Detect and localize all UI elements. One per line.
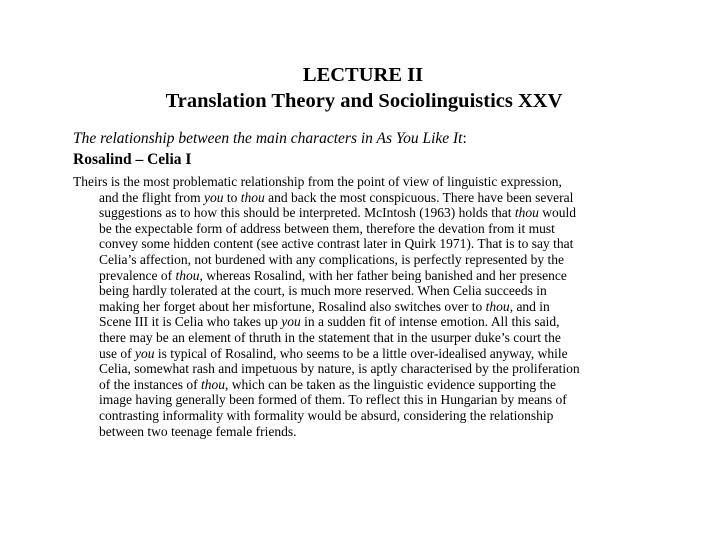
italic-term: you xyxy=(135,345,155,361)
line-text: and the flight from xyxy=(99,189,204,205)
italic-term: thou xyxy=(240,189,265,205)
line-text: in a sudden fit of intense emotion. All this said, xyxy=(300,314,560,330)
paragraph-line xyxy=(73,314,673,330)
line-text: contrasting informality with formality would be absurd, considering the relationship xyxy=(99,407,554,423)
lecture-title xyxy=(0,62,720,114)
paragraph-line xyxy=(73,346,673,362)
paragraph-line xyxy=(73,221,673,237)
line-text: would xyxy=(538,205,576,221)
paragraph-line xyxy=(73,330,673,346)
line-text: to xyxy=(223,189,241,205)
body-paragraph xyxy=(73,174,673,439)
italic-term: you xyxy=(281,314,301,330)
paragraph-line xyxy=(73,299,673,315)
line-text: Theirs is the most problematic relationship from the point of view of linguistic expression, xyxy=(73,174,562,189)
italic-term: thou xyxy=(514,205,539,221)
line-text: Celia’s affection, not burdened with any complications, is perfectly represented by the xyxy=(99,251,564,267)
paragraph-line xyxy=(73,236,673,252)
line-text: of the instances of xyxy=(99,376,201,392)
italic-term: thou xyxy=(175,267,200,283)
paragraph-line xyxy=(73,252,673,268)
paragraph-line xyxy=(73,174,673,190)
paragraph-line xyxy=(73,283,673,299)
italic-term: thou xyxy=(200,376,225,392)
line-text: Celia, somewhat rash and impetuous by nature, is aptly characterised by the proliferation xyxy=(99,361,580,377)
line-text: , whereas Rosalind, with her father being banished and her presence xyxy=(199,267,567,283)
line-text: is typical of Rosalind, who seems to be a little over-idealised anyway, while xyxy=(154,345,568,361)
line-text: image having generally been formed of them. To reflect this in Hungarian by means of xyxy=(99,392,567,408)
paragraph-line xyxy=(73,424,673,440)
title-line-2: Translation Theory and Sociolinguistics XXV xyxy=(165,90,563,112)
line-text: prevalence of xyxy=(99,267,176,283)
line-text: , and in xyxy=(509,298,550,314)
paragraph-line xyxy=(73,268,673,284)
paragraph-line xyxy=(73,190,673,206)
paragraph-line xyxy=(73,408,673,424)
line-text: being hardly tolerated at the court, is much more reserved. When Celia succeeds in xyxy=(99,283,547,299)
section-heading: Rosalind – Celia I xyxy=(73,151,192,168)
line-text: between two teenage female friends. xyxy=(99,423,297,439)
paragraph-line xyxy=(73,205,673,221)
subtitle xyxy=(73,129,467,148)
italic-term: thou xyxy=(485,298,510,314)
title-line-1: LECTURE II xyxy=(302,64,424,86)
line-text: there may be an element of thruth in the statement that in the usurper duke’s court the xyxy=(99,329,561,345)
line-text: and back the most conspicuous. There have been several xyxy=(264,189,574,205)
line-text: convey some hidden content (see active contrast later in Quirk 1971). That is to say that xyxy=(99,236,574,252)
line-text: , which can be taken as the linguistic evidence supporting the xyxy=(224,376,557,392)
line-text: Scene III it is Celia who takes up xyxy=(99,314,282,330)
italic-term: you xyxy=(203,189,224,205)
subtitle-text: The relationship between the main characters in As You Like It xyxy=(73,130,463,147)
line-text: use of xyxy=(99,345,135,361)
paragraph-line xyxy=(73,361,673,377)
line-text: be the expectable form of address between them, therefore the devation from it must xyxy=(99,220,555,236)
line-text: making her forget about her misfortune, Rosalind also switches over to xyxy=(99,298,486,314)
subtitle-colon: : xyxy=(462,130,467,147)
paragraph-line xyxy=(73,392,673,408)
paragraph-line xyxy=(73,377,673,393)
line-text: suggestions as to how this should be interpreted. McIntosh (1963) holds that xyxy=(99,205,515,221)
